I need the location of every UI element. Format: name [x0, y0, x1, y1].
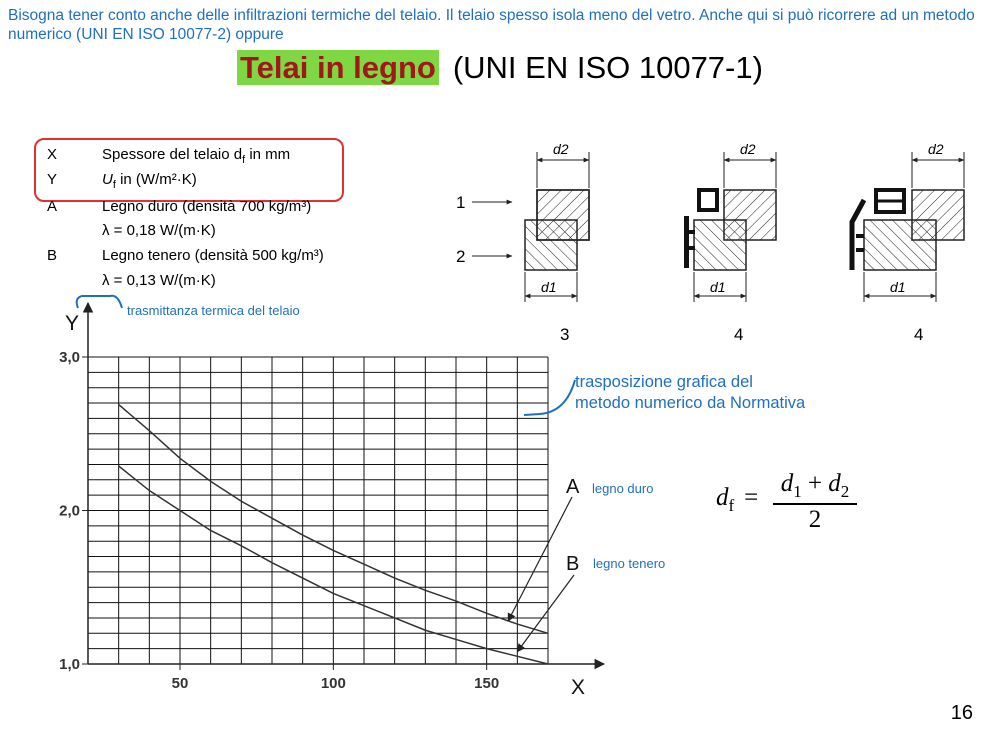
- intro-text: Bisogna tener conto anche delle infiltrazioni termiche del telaio. Il telaio spesso isola meno del vetro. Anche qui si può ricorrere ad un metodo numerico (UNI EN ISO 10077-2) oppure: [8, 7, 975, 43]
- legend-tail: in (W/m²·K): [115, 171, 197, 188]
- chart-grid: [88, 357, 548, 664]
- legend-key: B: [47, 247, 58, 264]
- dim-label-d2: d2: [740, 141, 756, 157]
- slide-title: [0, 50, 1000, 86]
- dim-label-d2: d2: [553, 141, 569, 157]
- section-caption-4b: 4: [914, 325, 924, 344]
- chart-axes: [82, 303, 604, 670]
- formula-num-b: d: [828, 470, 841, 497]
- legend-row-x: [0, 145, 380, 164]
- chart-labels: [59, 312, 585, 695]
- title-highlight: Telai in legno: [237, 50, 439, 85]
- formula-plus: +: [807, 470, 823, 497]
- y-annotation-brace-icon: [70, 290, 130, 315]
- frame-section-4a: [684, 141, 776, 344]
- legend-text: Spessore del telaio d: [102, 146, 243, 163]
- formula-num-b-sub: 2: [840, 482, 850, 501]
- method-annotation-line1: trasposizione grafica del: [575, 373, 753, 391]
- title-standard: (UNI EN ISO 10077-1): [452, 50, 763, 85]
- y-tick-label: 1,0: [59, 656, 80, 673]
- legend-sub: f: [242, 154, 246, 166]
- legend-text: Legno duro (densità 700 kg/m³): [102, 198, 312, 215]
- callout-1: 1: [456, 193, 466, 212]
- legend-text: U: [102, 171, 113, 188]
- legend-tail: in mm: [245, 146, 291, 163]
- section-caption-4a: 4: [734, 325, 744, 344]
- method-annotation: [575, 372, 805, 414]
- curve-b-annotation: legno tenero: [593, 556, 666, 571]
- legend-text: λ = 0,13 W/(m·K): [102, 272, 216, 289]
- section-caption-3: 3: [560, 325, 570, 344]
- formula-fraction-bar: [773, 503, 857, 505]
- legend-key: Y: [47, 171, 58, 188]
- formula-lhs-sub: f: [728, 496, 735, 515]
- dim-label-d1: d1: [710, 279, 726, 295]
- frame-section-3: [456, 141, 589, 344]
- method-annotation-pointer-icon: [520, 374, 580, 422]
- y-annotation: trasmittanza termica del telaio: [127, 303, 300, 318]
- legend-key: X: [47, 146, 58, 163]
- y-axis-label: Y: [64, 312, 80, 335]
- legend-key: A: [47, 198, 58, 215]
- series-label-b: B: [566, 553, 580, 575]
- x-tick-label: 100: [320, 675, 346, 692]
- y-tick-label: 3,0: [59, 349, 80, 366]
- y-tick-label: 2,0: [59, 502, 80, 520]
- method-annotation-line2: metodo numerico da Normativa: [575, 394, 806, 412]
- x-tick-label: 50: [171, 675, 189, 692]
- formula-den: 2: [808, 506, 822, 533]
- legend-text: Legno tenero (densità 500 kg/m³): [102, 247, 324, 264]
- legend-row-a: [0, 197, 380, 216]
- series-label-a: A: [566, 476, 580, 498]
- formula-lhs: d: [716, 484, 729, 511]
- x-axis-label: X: [570, 676, 586, 695]
- legend-row-b: [0, 246, 380, 265]
- callout-2: 2: [456, 247, 466, 266]
- legend-row-a-lambda: [0, 221, 380, 240]
- page-number: 16: [950, 702, 973, 724]
- x-tick-label: 150: [474, 675, 500, 692]
- frame-section-4b: [852, 141, 964, 344]
- formula-num-a-sub: 1: [793, 482, 802, 501]
- curve-a-annotation: legno duro: [592, 481, 654, 496]
- frame-section-diagrams: [440, 130, 980, 350]
- dim-label-d1: d1: [890, 279, 906, 295]
- dim-label-d1: d1: [541, 279, 557, 295]
- legend-row-y: [0, 170, 380, 189]
- legend-sub: f: [112, 179, 116, 191]
- dim-label-d2: d2: [928, 141, 944, 157]
- legend-text: λ = 0,18 W/(m·K): [102, 222, 216, 239]
- formula-num-a: d: [780, 470, 794, 497]
